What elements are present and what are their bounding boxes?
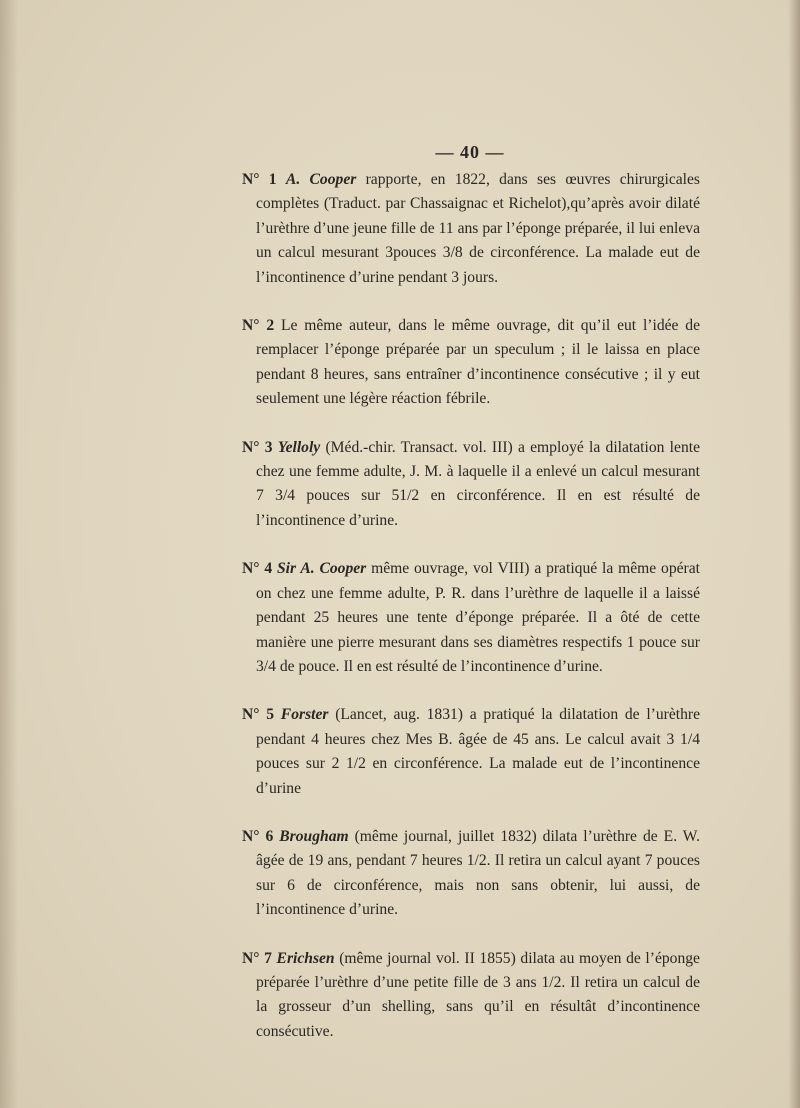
case-number: N° 2 [242,317,275,335]
case-number: N° 3 [242,438,273,456]
case-author: Forster [280,706,329,724]
case-text: (même journal, juillet 1832) dilata l’urèthre de E. W. âgée de 19 ans, pendant 7 heures 1/2. Il retira un calcul ayant 7 pouces sur 6 de circonférence, mais non sans obtenir, lui aussi, de l’incontinence d’urine. [256,827,700,919]
case-number: N° 7 [242,949,272,967]
case-entry-1 [242,168,701,290]
case-number: N° 4 [242,560,273,578]
case-number: N° 1 [242,171,277,188]
page-edge-shadow-left [0,0,18,1108]
case-entry-3 [242,436,700,534]
case-author: Brougham [279,827,349,845]
case-entry-7 [242,947,700,1045]
case-author: Erichsen [276,949,335,967]
case-text: Le même auteur, dans le même ouvrage, dit qu’il eut l’idée de remplacer l’éponge préparée par un speculum ; il le laissa en place pendant 8 heures, sans entraîner d’incontinence consécutive ; il y eut seulement une légère réaction fébrile. [256,317,700,408]
page-number: — 40 — [435,142,505,162]
case-number: N° 5 [242,706,275,724]
case-entry-2 [242,314,700,412]
case-entry-5 [242,703,700,801]
case-entry-6 [242,825,700,923]
page-edge-shadow-right [788,0,800,1108]
case-list [242,168,701,1068]
case-text: (Méd.-chir. Transact. vol. III) a employé la dilatation lente chez une femme adulte, J. M. à laquelle il a enlevé un calcul mesurant 7 3/4 pouces sur 51/2 en circonférence. Il en est résulté de l’incontinence d’urine. [256,438,700,529]
case-number: N° 6 [242,827,274,845]
case-text: même ouvrage, vol VIII) a pratiqué la même opérat on chez une femme adulte, P. R. dans l’urèthre de laquelle il a laissé pendant 25 heures une tente d’éponge préparée. Il a ôté de cette manière une pierre mesurant dans ses diamètres respectifs 1 pouce sur 3/4 de pouce. Il en est résulté de l’incontinence d’urine. [256,560,700,675]
case-text: (Lancet, aug. 1831) a pratiqué la dilatation de l’urèthre pendant 4 heures chez Mes B. âgée de 45 ans. Le calcul avait 3 1/4 pouces sur 2 1/2 en circonférence. La malade eut de l’incontinence d’urine [256,706,700,797]
case-author: Yelloly [277,438,321,456]
case-author: Sir A. Cooper [276,560,367,578]
case-author: A. Cooper [285,171,357,188]
case-text: rapporte, en 1822, dans ses œuvres chirurgicales complètes (Traduct. par Chassaignac et Richelot),qu’après avoir dilaté l’urèthre d’une jeune fille de 11 ans par l’éponge préparée, il lui enleva un calcul mesurant 3pouces 3/8 de circonférence. La malade eut de l’incontinence d’urine pendant 3 jours. [256,171,701,286]
case-entry-4 [242,557,700,679]
case-text: (même journal vol. II 1855) dilata au moyen de l’éponge préparée l’urèthre d’une petite fille de 3 ans 1/2. Il retira un calcul de la grosseur d’un shelling, sans qu’il en résultât d’incontinence consécutive. [256,949,700,1040]
